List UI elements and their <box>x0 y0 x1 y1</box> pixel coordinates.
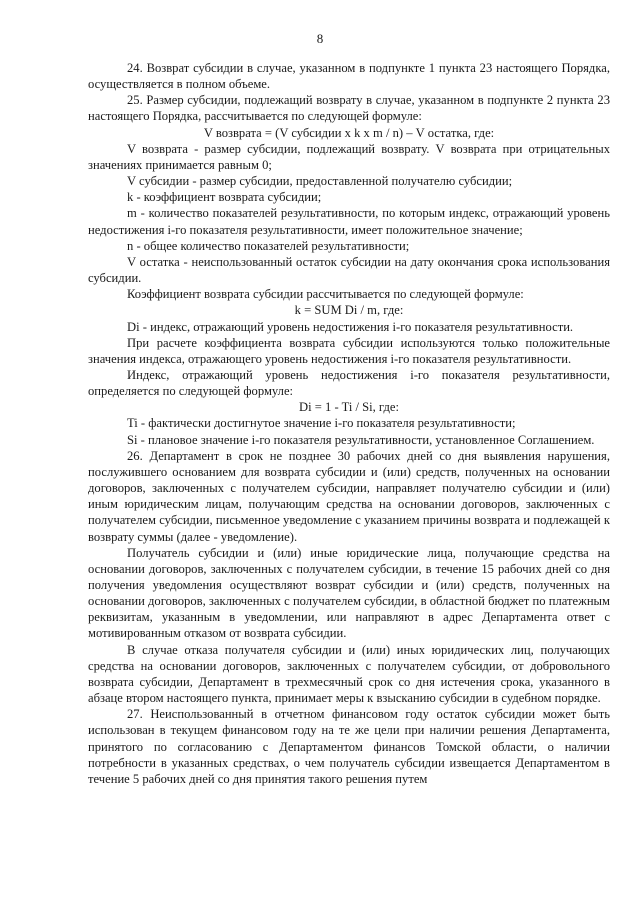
paragraph: 24. Возврат субсидии в случае, указанном в подпункте 1 пункта 23 настоящего Порядка, осуществляется в полном объеме. <box>88 61 610 92</box>
paragraph: Ti - фактически достигнутое значение i-го показателя результативности; <box>127 416 516 431</box>
paragraph: m - количество показателей результативности, по которым индекс, отражающий уровень недостижения i-го показателя результативности, имеет положительное значение; <box>88 206 610 237</box>
paragraph: Индекс, отражающий уровень недостижения i-го показателя результативности, определяется по следующей формуле: <box>88 367 610 399</box>
paragraph: В случае отказа получателя субсидии и (или) иных юридических лиц, получающих средства на основании договоров, заключенных с получателем субсидии, от добровольного возврата субсидии, Департамент в трехмесячный срок со дня истечения срока, указанного в абзаце втором настоящего пункта, принимает меры к взысканию субсидии в судебном порядке. <box>88 642 610 706</box>
document-body <box>88 60 610 787</box>
paragraph: Коэффициент возврата субсидии рассчитывается по следующей формуле: <box>127 287 524 302</box>
paragraph: Получатель субсидии и (или) иные юридические лица, получающие средства на основании договоров, заключенных с получателем субсидии, в течение 15 рабочих дней со дня получения уведомления осуществляют возврат субсидии и (или) средств, полученных на основании договоров, заключенных с получателем субсидии, в областной бюджет по платежным реквизитам, указанным в уведомлении, или направляют в адрес Департамента ответ с мотивированным отказом от возврата субсидии. <box>88 545 610 641</box>
paragraph: 26. Департамент в срок не позднее 30 рабочих дней со дня выявления нарушения, послужившего основанием для возврата субсидии и (или) средств, полученных на основании договоров, заключенных с получателем субсидии, направляет получателю субсидии и (или) иным юридическим лицам, получающим средства на основании договоров, заключенных с получателем субсидии, письменное уведомление с указанием причины возврата и подлежащей к возврату суммы (далее - уведомление). <box>88 448 610 544</box>
page-number: 8 <box>316 31 324 46</box>
formula-line: V возврата = (V субсидии x k x m / n) – V остатка, где: <box>203 125 495 140</box>
paragraph: 25. Размер субсидии, подлежащий возврату в случае, указанном в подпункте 2 пункта 23 настоящего Порядка, рассчитывается по следующей формуле: <box>88 93 610 124</box>
paragraph: n - общее количество показателей результативности; <box>127 238 410 253</box>
paragraph: V остатка - неиспользованный остаток субсидии на дату окончания срока использования субсидии. <box>88 254 610 286</box>
formula-line: k = SUM Di / m, где: <box>294 303 404 318</box>
paragraph: V возврата - размер субсидии, подлежащий возврату. V возврата при отрицательных значениях принимается равным 0; <box>88 141 610 172</box>
paragraph: Si - плановое значение i-го показателя результативности, установленное Соглашением. <box>127 432 595 447</box>
paragraph: Di - индекс, отражающий уровень недостижения i-го показателя результативности. <box>127 319 574 334</box>
formula-line: Di = 1 - Ti / Si, где: <box>299 400 399 415</box>
paragraph: 27. Неиспользованный в отчетном финансовом году остаток субсидии может быть использован в текущем финансовом году на те же цели при наличии решения Департамента, принятого по согласованию с Департаментом финансов Томской области, о наличии потребности в указанных средствах, о чем получатель субсидии извещается Департаментом в течение 5 рабочих дней со дня принятия такого решения путем <box>88 707 610 786</box>
paragraph: k - коэффициент возврата субсидии; <box>127 190 322 205</box>
paragraph: V субсидии - размер субсидии, предоставленной получателю субсидии; <box>127 174 513 189</box>
paragraph: При расчете коэффициента возврата субсидии используются только положительные значения индекса, отражающего уровень недостижения i-го показателя результативности. <box>88 335 610 366</box>
